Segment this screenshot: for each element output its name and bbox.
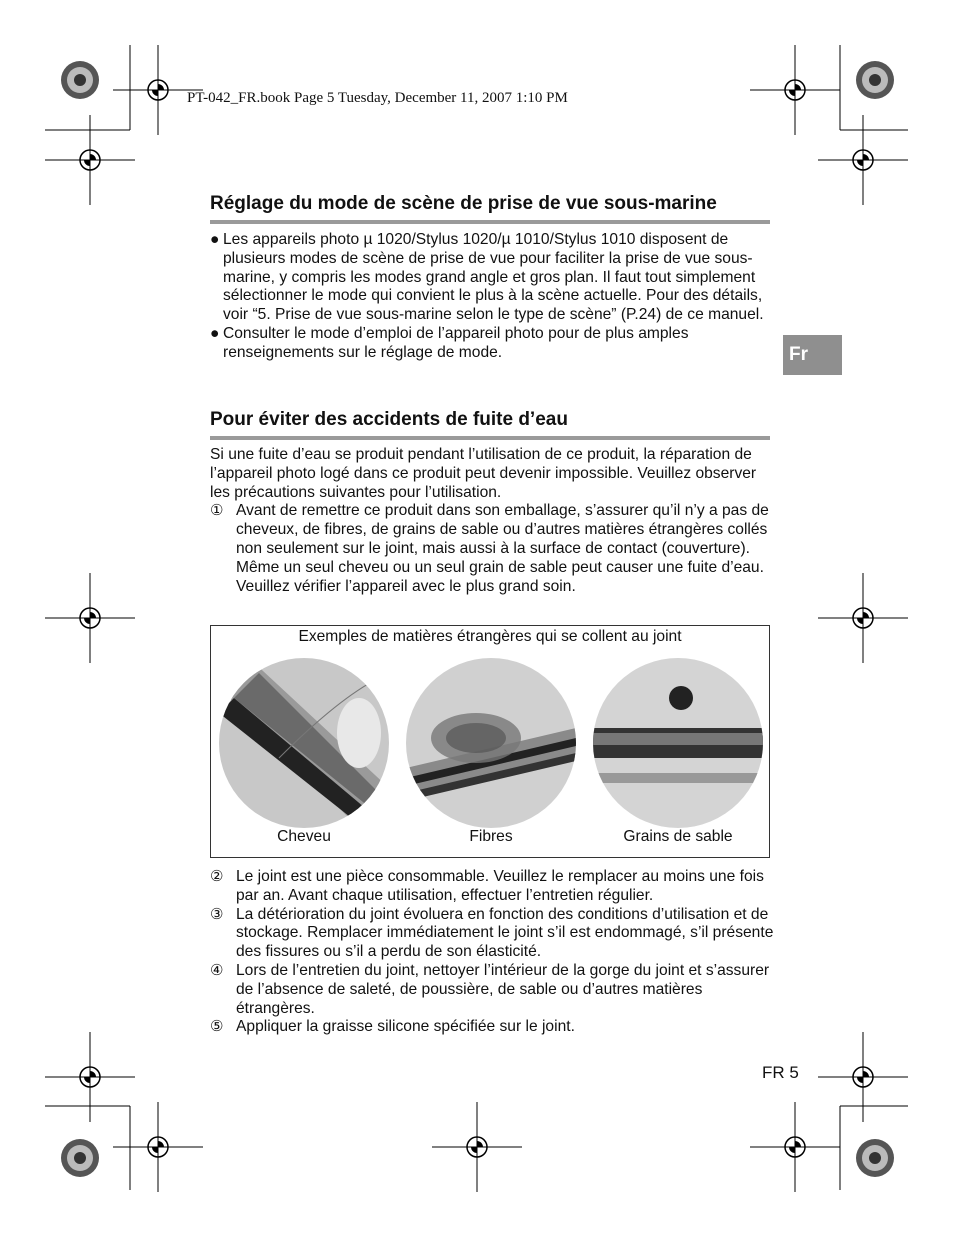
step-text: Appliquer la graisse silicone spécifiée sur le joint. — [236, 1018, 575, 1036]
step-number: ⑤ — [210, 1018, 224, 1036]
foreign-matter-figure — [210, 625, 770, 858]
step-text: La détérioration du joint évoluera en fonction des conditions d’utilisation et de stockage. Remplacer immédiatement le joint s’il est endommagé, s’il présente des fissures ou s’il a perdu de son élasticité. — [236, 905, 774, 961]
section2-intro: Si une fuite d’eau se produit pendant l’utilisation de ce produit, la réparation de l’appareil photo logé dans ce produit peut devenir impossible. Veuillez observer les précautions suivantes pour l’utilisation. — [210, 446, 757, 501]
step-text: Avant de remettre ce produit dans son emballage, s’assurer qu’il n’y a pas de cheveux, de fibres, de grains de sable ou d’autres matières étrangères collés non seulement sur le joint, mais aussi à la surface de contact (couverture). Même un seul cheveu ou un seul grain de sable peut causer une fuite d’eau. Veuillez vérifier l’appareil avec le plus grand soin. — [236, 502, 769, 595]
section-title-scene-mode: Réglage du mode de scène de prise de vue sous-marine — [210, 193, 717, 214]
language-tab: Fr — [783, 335, 842, 375]
bullet-item: ● Les appareils photo µ 1020/Stylus 1020/µ 1010/Stylus 1010 disposent de plusieurs modes de scène de prise de vue pour faciliter la prise de vue sous-marine, y compris les modes grand angle et gros plan. Il faut tout simplement sélectionner le mode qui convient le plus à la scène actuelle. Pour des détails, voir “5. Prise de vue sous-marine selon le type de scène” (P.24) de ce manuel. — [210, 231, 764, 324]
step-number: ③ — [210, 905, 224, 923]
fibers-photo — [406, 658, 576, 828]
hair-photo — [219, 658, 389, 828]
step-number: ① — [210, 502, 224, 520]
step-number: ④ — [210, 961, 224, 979]
step-item — [210, 962, 775, 1018]
photo-label-hair: Cheveu — [277, 828, 331, 845]
step-text: Le joint est une pièce consommable. Veuillez le remplacer au moins une fois par an. Avant chaque utilisation, effectuer l’entretien régulier. — [236, 868, 764, 904]
step-item — [210, 1018, 775, 1037]
bullet-item: ● Consulter le mode d’emploi de l’appareil photo pour de plus amples renseignements sur le réglage de mode. — [210, 324, 689, 361]
step-text: Lors de l’entretien du joint, nettoyer l’intérieur de la gorge du joint et s’assurer de l’absence de saleté, de poussière, de sable ou d’autres matières étrangères. — [236, 961, 770, 1017]
bullet-dot-icon: ● — [210, 324, 220, 342]
section-rule — [210, 220, 770, 224]
step-number: ② — [210, 868, 224, 885]
photo-label-fibers: Fibres — [469, 828, 513, 845]
step-item — [210, 906, 775, 962]
step-item — [210, 502, 775, 596]
figure-caption: Exemples de matières étrangères qui se collent au joint — [298, 628, 682, 645]
sand-photo — [593, 658, 763, 828]
steps-list — [210, 868, 775, 1037]
step-item — [210, 868, 775, 906]
section-rule — [210, 436, 770, 440]
photo-label-sand: Grains de sable — [623, 828, 733, 845]
page-number: FR 5 — [762, 1063, 799, 1082]
bullet-dot-icon: ● — [210, 231, 220, 248]
section-title-water-leak: Pour éviter des accidents de fuite d’eau — [210, 409, 568, 430]
file-info-header: PT-042_FR.book Page 5 Tuesday, December 11, 2007 1:10 PM — [187, 90, 568, 106]
section1-bullets — [210, 231, 775, 363]
